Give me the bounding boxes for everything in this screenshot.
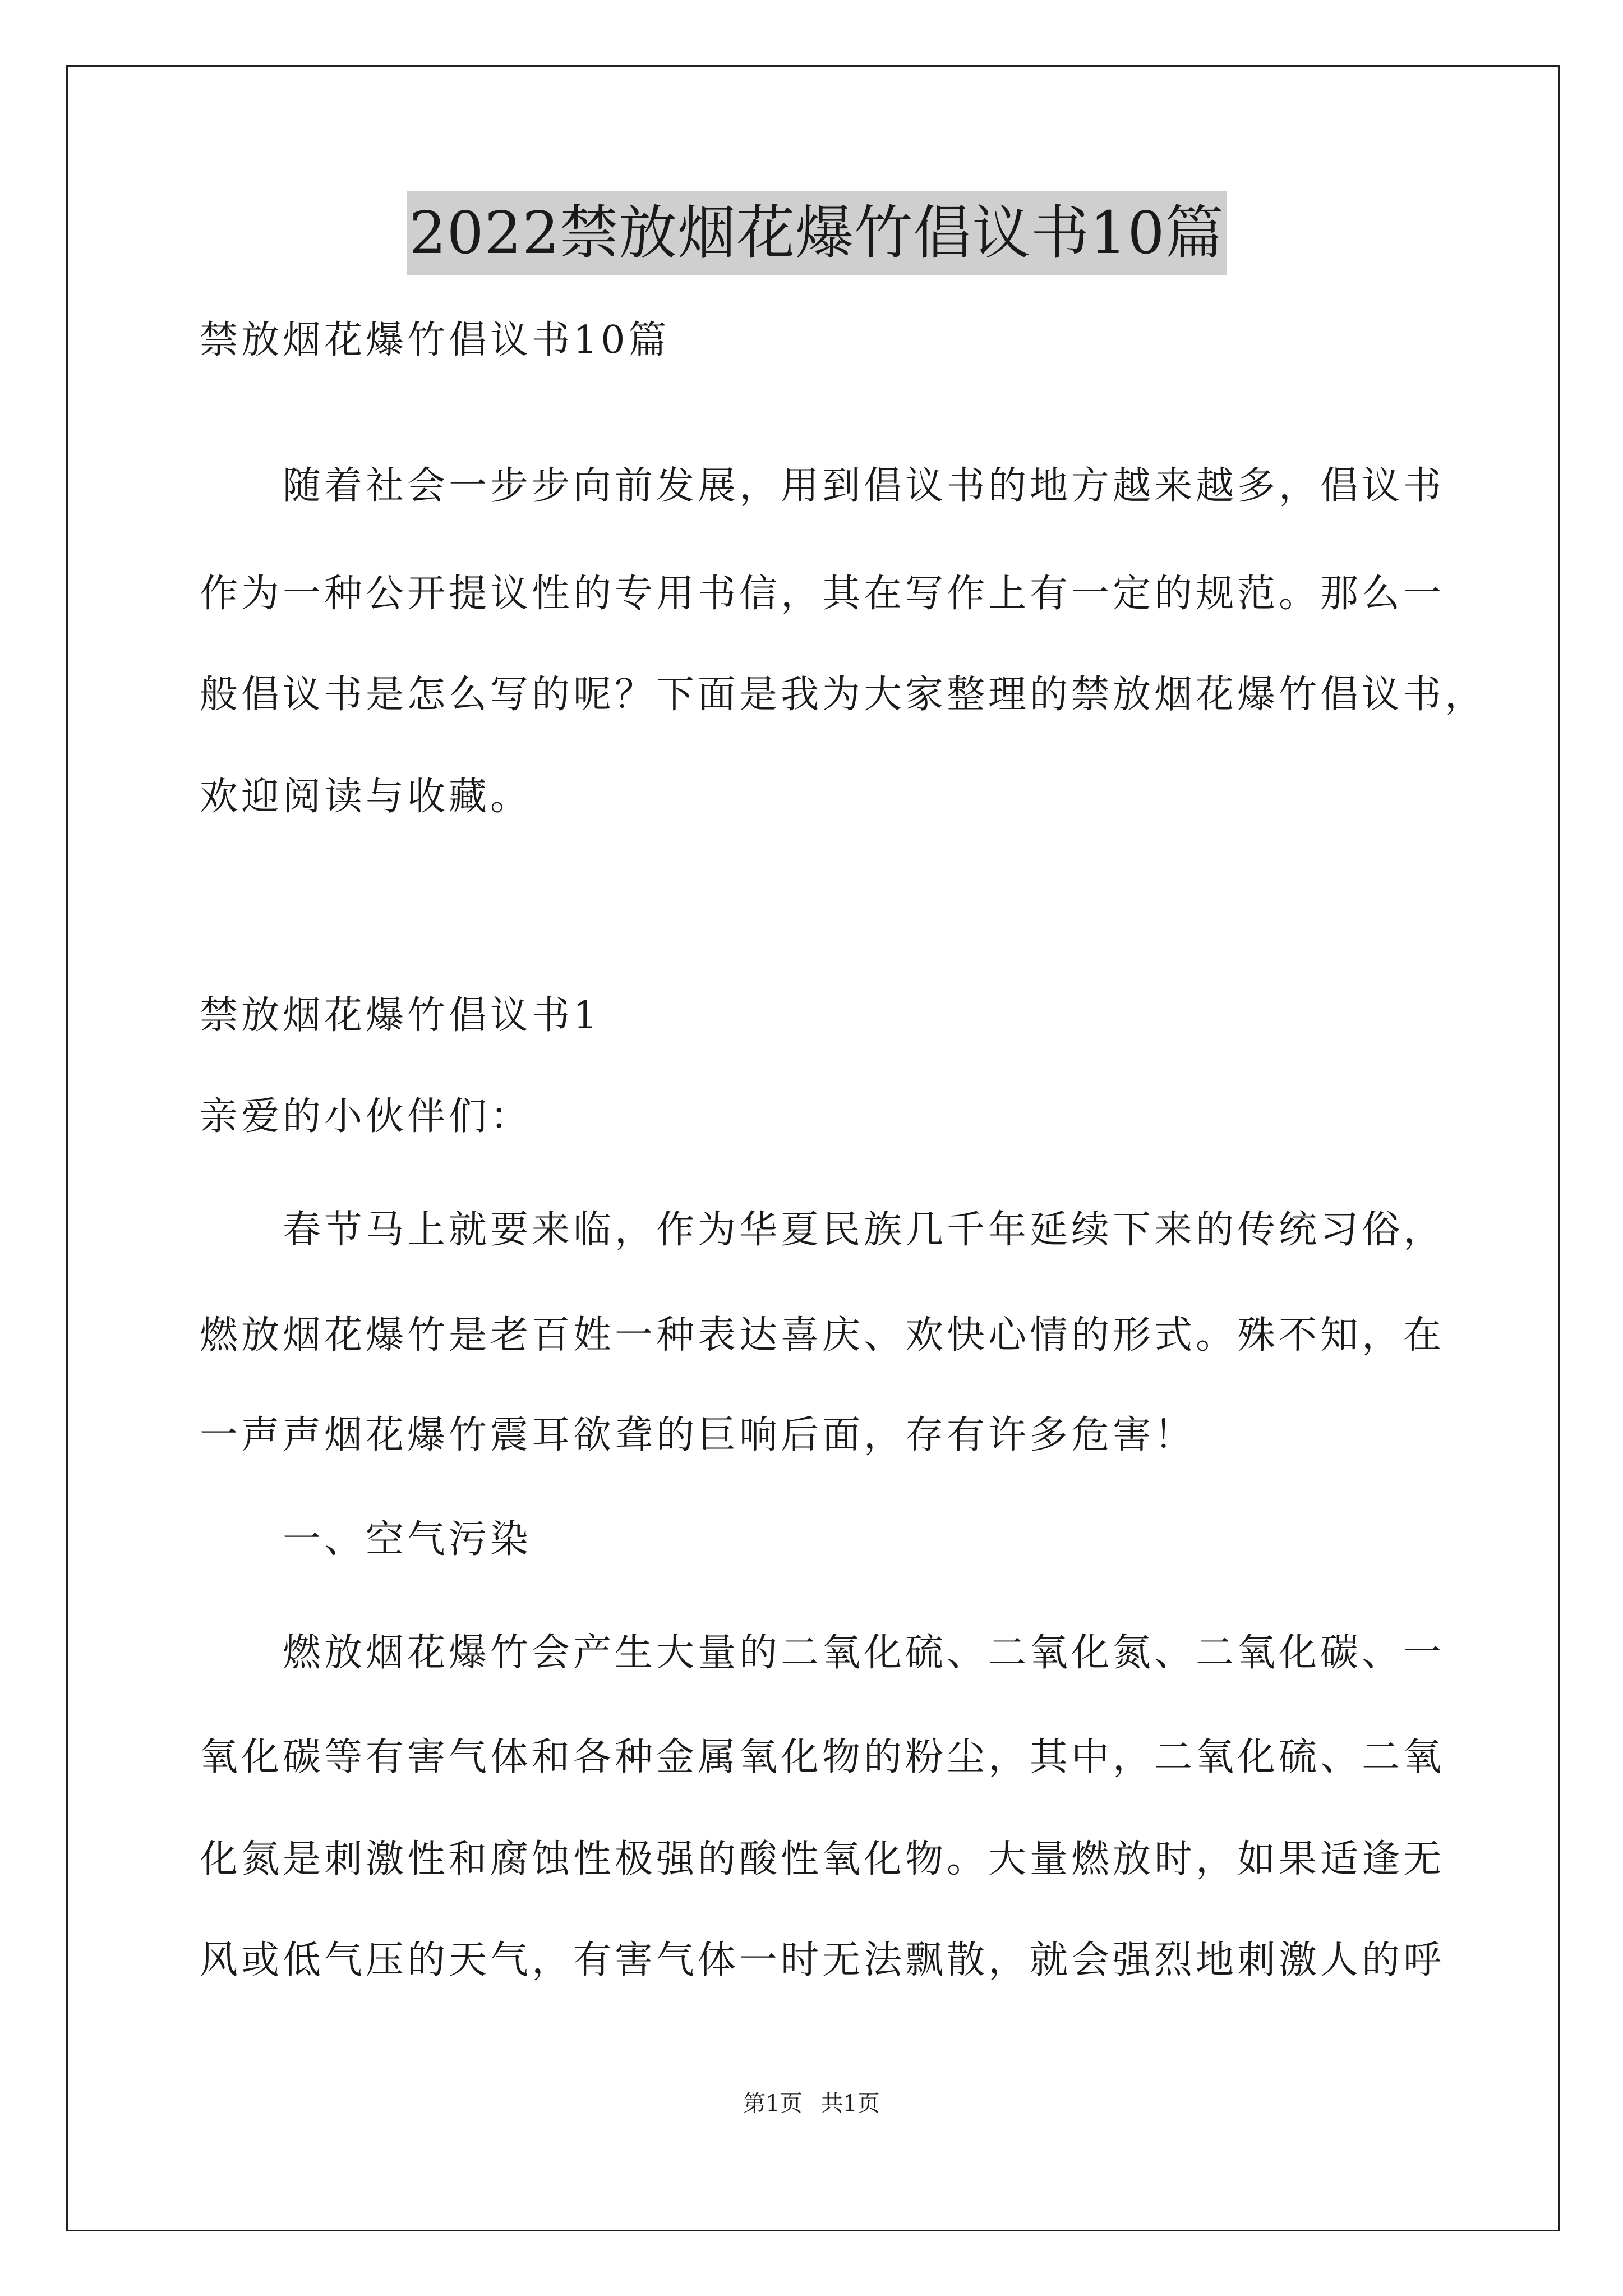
document-title: 2022禁放烟花爆竹倡议书10篇: [407, 191, 1226, 275]
page-total: 共1页: [820, 2091, 880, 2116]
para1-line-2: 燃放烟花爆竹是老百姓一种表达喜庆、欢快心情的形式。殊不知，在: [200, 1313, 1445, 1358]
para1-line-1: 春节马上就要来临，作为华夏民族几千年延续下来的传统习俗，: [283, 1208, 1445, 1252]
intro-line-2: 作为一种公开提议性的专用书信，其在写作上有一定的规范。那么一: [200, 572, 1445, 616]
para2-line-1: 燃放烟花爆竹会产生大量的二氧化硫、二氧化氮、二氧化碳、一: [283, 1631, 1445, 1675]
para2-line-4: 风或低气压的天气，有害气体一时无法飘散，就会强烈地刺激人的呼: [200, 1938, 1445, 1982]
intro-line-4: 欢迎阅读与收藏。: [200, 775, 532, 819]
page-footer: [0, 2088, 1623, 2119]
point1-heading: 一、空气污染: [283, 1517, 532, 1562]
page-number: 第1页: [743, 2091, 803, 2116]
document-subtitle: 禁放烟花爆竹倡议书10篇: [200, 318, 670, 362]
title-wrap: [200, 191, 1433, 275]
para2-line-2: 氧化碳等有害气体和各种金属氧化物的粉尘，其中，二氧化硫、二氧: [200, 1735, 1445, 1779]
greeting: 亲爱的小伙伴们：: [200, 1094, 532, 1139]
intro-line-1: 随着社会一步步向前发展，用到倡议书的地方越来越多，倡议书: [283, 464, 1445, 508]
para1-line-3: 一声声烟花爆竹震耳欲聋的巨响后面，存有许多危害！: [200, 1413, 1196, 1457]
section-heading: 禁放烟花爆竹倡议书1: [200, 993, 601, 1038]
page-border: [66, 65, 1560, 2231]
para2-line-3: 化氮是刺激性和腐蚀性极强的酸性氧化物。大量燃放时，如果适逢无: [200, 1837, 1445, 1881]
intro-line-3: 般倡议书是怎么写的呢？下面是我为大家整理的禁放烟花爆竹倡议书，: [200, 673, 1487, 717]
